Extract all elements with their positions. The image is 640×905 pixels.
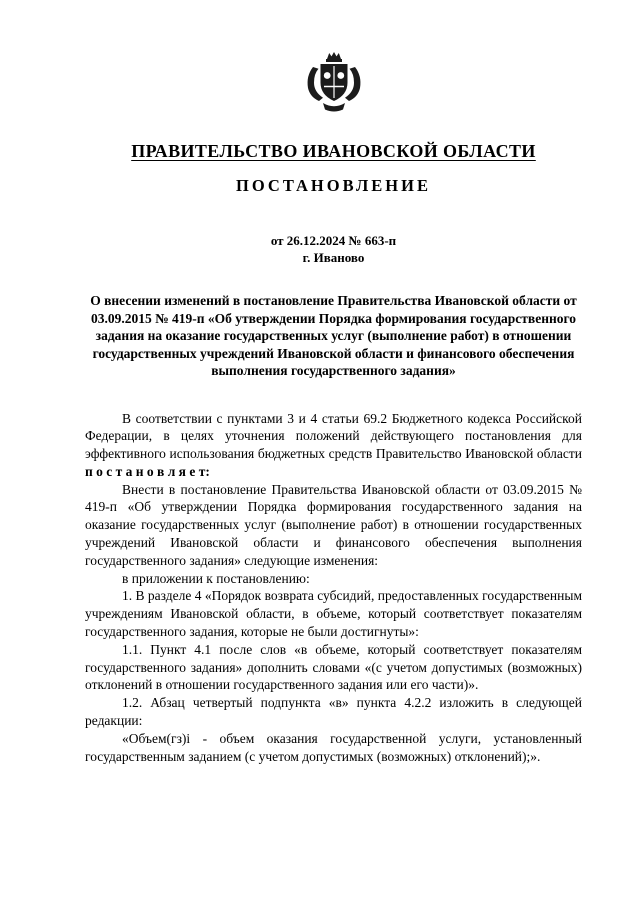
doc-type: ПОСТАНОВЛЕНИЕ — [236, 176, 431, 195]
paragraph-intro-resolve: п о с т а н о в л я е т: — [85, 463, 210, 479]
doc-title: О внесении изменений в постановление Правительства Ивановской области от 03.09.2015 № 419-п «Об утверждении Порядка формирования государственного задания на оказание государственных услуг (выполнение работ) в отношении государственных учреждений Ивановской области и финансового обеспечения выполнения государственного задания» — [90, 293, 577, 378]
paragraph: 1.1. Пункт 4.1 после слов «в объеме, который соответствует показателям государственного задания» дополнить словами «(с учетом допустимых (возможных) отклонений в отношении государственного задания или его части)». — [85, 641, 582, 693]
doc-city: г. Иваново — [302, 250, 365, 265]
coat-of-arms-icon — [85, 50, 582, 119]
paragraph: Внести в постановление Правительства Ивановской области от 03.09.2015 № 419-п «Об утверждении Порядка формирования государственного задания на оказание государственных услуг (выполнение работ) в отношении государственных учреждений Ивановской области и финансового обеспечения выполнения государственного задания» следующие изменения: — [85, 481, 582, 568]
paragraph: 1.2. Абзац четвертый подпункта «в» пункта 4.2.2 изложить в следующей редакции: — [85, 695, 582, 729]
doc-body — [85, 410, 582, 766]
doc-date-number: от 26.12.2024 № 663-п — [270, 233, 397, 248]
paragraph: «Объем(гз)i - объем оказания государственной услуги, установленный государственным заданием (с учетом допустимых (возможных) отклонений);». — [85, 730, 582, 764]
paragraph-intro — [85, 410, 582, 481]
paragraph: в приложении к постановлению: — [122, 570, 310, 586]
org-name: ПРАВИТЕЛЬСТВО ИВАНОВСКОЙ ОБЛАСТИ — [131, 141, 536, 161]
paragraph-intro-text: В соответствии с пунктами 3 и 4 статьи 69.2 Бюджетного кодекса Российской Федерации, в целях уточнения положений действующего постановления для эффективного использования бюджетных средств Правительство Ивановской области — [85, 410, 582, 462]
paragraph: 1. В разделе 4 «Порядок возврата субсидий, предоставленных государственным учреждениям Ивановской области, в объеме, который соответствует показателям государственного задания, которые не были достигнуты»: — [85, 588, 582, 640]
doc-meta — [85, 232, 582, 266]
